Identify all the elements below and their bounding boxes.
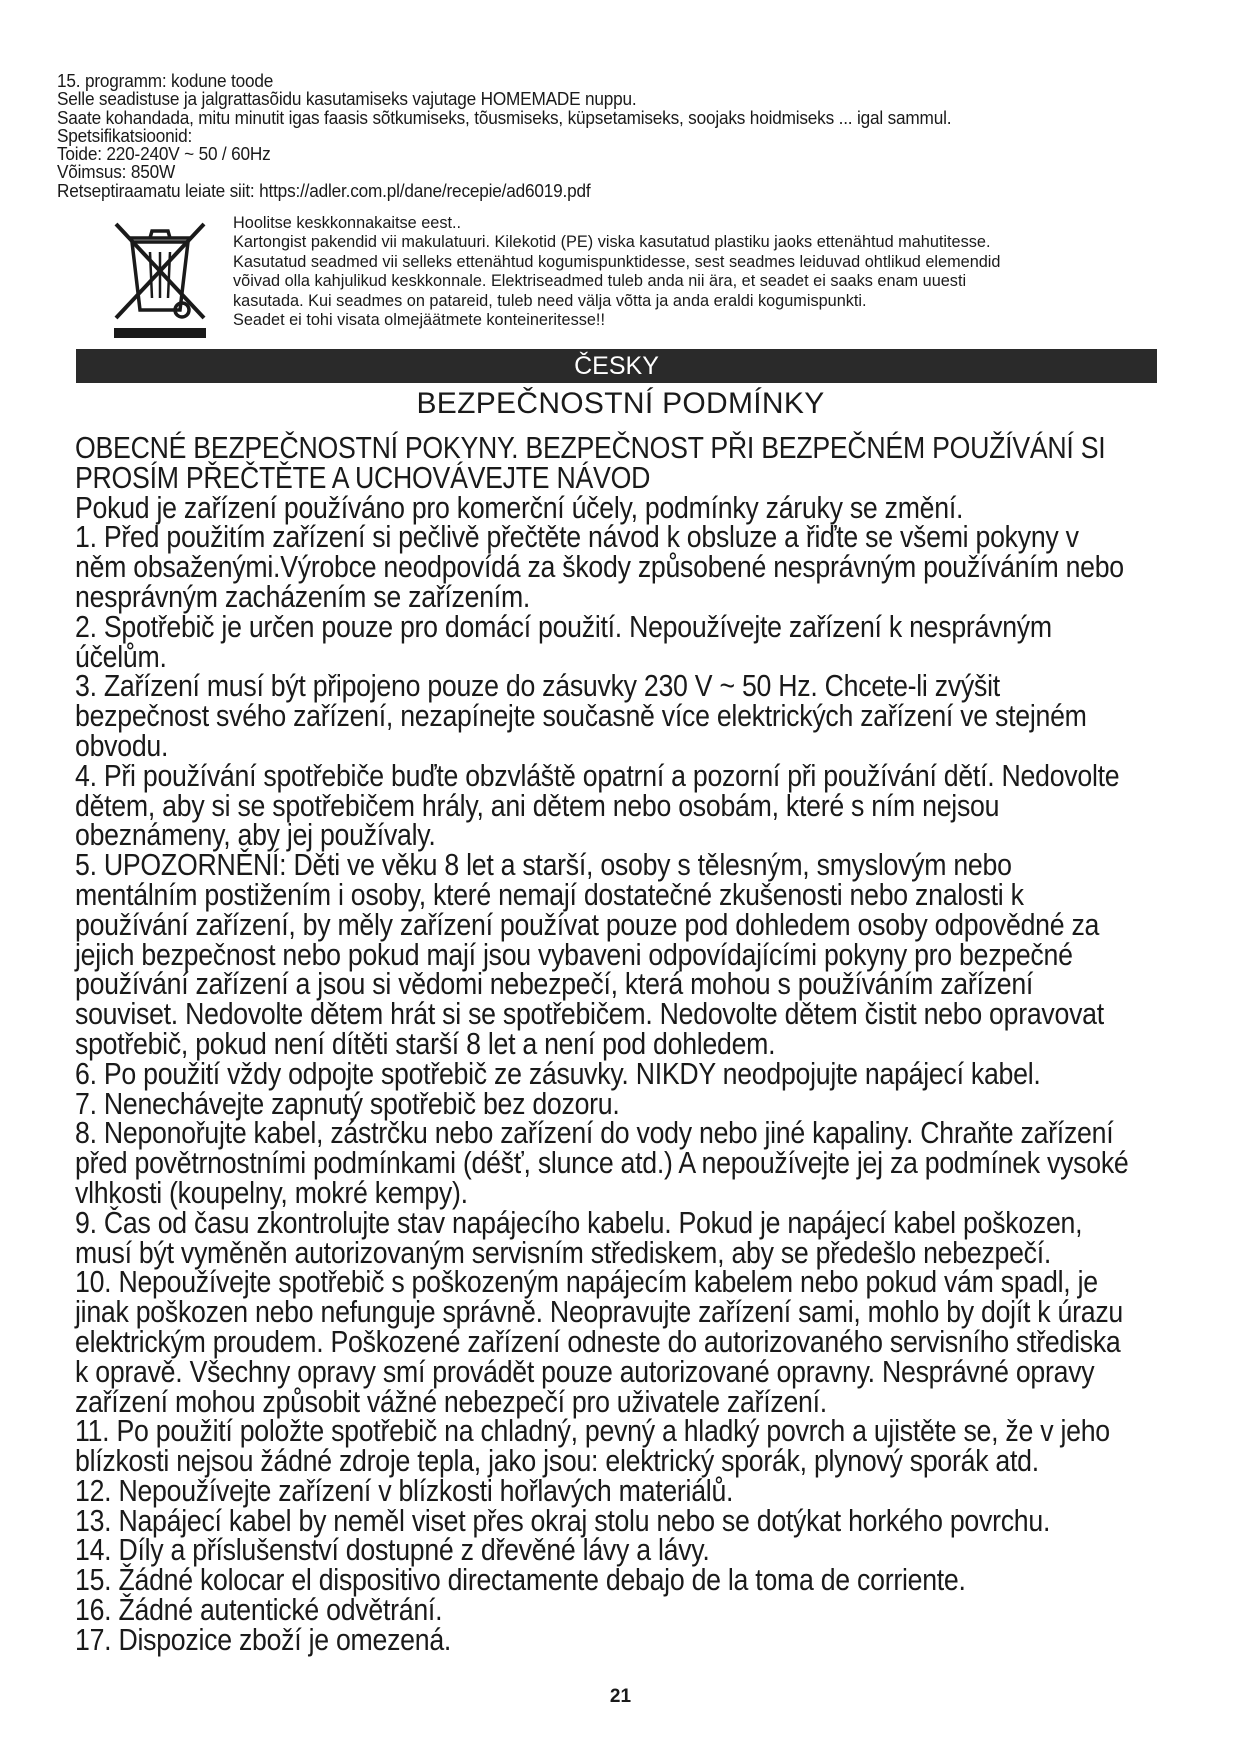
instruction-line: 7. Nenechávejte zapnutý spotřebič bez dozoru. xyxy=(75,1086,620,1121)
estonian-recipe-link: Retseptiraamatu leiate siit: https://adler.com.pl/dane/recepie/ad6019.pdf xyxy=(57,179,591,201)
instruction-line: používání zařízení a jsou si vědomi nebezpečí, která mohou s používáním zařízení xyxy=(75,967,1034,1002)
section-heading: PROSÍM PŘEČTĚTE A UCHOVÁVEJTE NÁVOD xyxy=(75,460,651,495)
instruction-line: mentálním postižením i osoby, které nemají dostatečné zkušenosti nebo znalosti k xyxy=(75,877,1024,912)
instruction-line: spotřebič, pokud není dítěti starší 8 let a není pod dohledem. xyxy=(75,1026,776,1061)
estonian-program-section xyxy=(57,72,1099,200)
instruction-line: souviset. Nedovolte dětem hrát si se spotřebičem. Nedovolte dětem čistit nebo opravovat xyxy=(75,997,1104,1032)
instruction-line: 1. Před použitím zařízení si pečlivě přečtěte návod k obsluze a řiďte se všemi pokyny v xyxy=(75,520,1079,555)
instruction-line: 11. Po použití položte spotřebič na chladný, pevný a hladký povrch a ujistěte se, že v jeho xyxy=(75,1414,1110,1449)
section-heading: OBECNÉ BEZPEČNOSTNÍ POKYNY. BEZPEČNOST PŘI BEZPEČNÉM POUŽÍVÁNÍ SI xyxy=(75,431,1106,465)
instruction-line: 4. Při používání spotřebiče buďte obzvláště opatrní a pozorní při používání dětí. Nedovolte xyxy=(75,758,1120,793)
instruction-line: Pokud je zařízení používáno pro komerční účely, podmínky záruky se změní. xyxy=(75,490,964,525)
estonian-line: Selle seadistuse ja jalgrattasõidu kasutamiseks vajutage HOMEMADE nuppu. xyxy=(57,88,637,110)
estonian-line: Võimsus: 850W xyxy=(57,161,176,183)
instruction-line: jejich bezpečnost nebo pokud mají jsou vybaveni odpovídajícími pokyny pro bezpečné xyxy=(75,937,1073,972)
instruction-line: obvodu. xyxy=(75,728,169,763)
estonian-line: Saate kohandada, mitu minutit igas faasis sõtkumiseks, tõusmiseks, küpsetamiseks, soojaks hoidmiseks ... igal sammul. xyxy=(57,106,952,128)
instruction-line: 12. Nepoužívejte zařízení v blízkosti hořlavých materiálů. xyxy=(75,1473,734,1508)
recycling-line: Kartongist pakendid vii makulatuuri. Kilekotid (PE) viska kasutatud plastiku jaoks ettenähtud mahutitesse. xyxy=(233,233,991,252)
page-title: BEZPEČNOSTNÍ PODMÍNKY xyxy=(416,387,825,420)
instruction-line: blízkosti nejsou žádné zdroje tepla, jako jsou: elektrický sporák, plynový sporák atd. xyxy=(75,1444,1039,1479)
page-number: 21 xyxy=(609,1686,632,1707)
instruction-line: vlhkosti (koupelny, mokré kempy). xyxy=(75,1175,468,1210)
language-header-bar: ČESKY xyxy=(76,349,1157,383)
instruction-line: dětem, aby si se spotřebičem hrály, ani dětem nebo osobám, které s ním nejsou xyxy=(75,788,1000,823)
instruction-line: 13. Napájecí kabel by neměl viset přes okraj stolu nebo se dotýkat horkého povrchu. xyxy=(75,1503,1051,1538)
instruction-line: používání zařízení, by měly zařízení používat pouze pod dohledem osoby odpovědné za xyxy=(75,907,1100,942)
instruction-line: nesprávným zacházením se zařízením. xyxy=(75,579,531,614)
instruction-line: zařízení mohou způsobit vážné nebezpečí pro uživatele zařízení. xyxy=(75,1384,827,1419)
recycling-line: kasutada. Kui seadmes on patareid, tuleb need välja võtta ja anda eraldi kogumispunkti. xyxy=(233,291,867,310)
estonian-line: 15. programm: kodune toode xyxy=(57,70,274,91)
instruction-line: 2. Spotřebič je určen pouze pro domácí použití. Nepoužívejte zařízení k nesprávným xyxy=(75,609,1052,644)
instruction-line: 17. Dispozice zboží je omezená. xyxy=(75,1622,452,1657)
instruction-line: musí být vyměněn autorizovaným servisním střediskem, aby se předešlo nebezpečí. xyxy=(75,1235,1052,1270)
instruction-line: bezpečnost svého zařízení, nezapínejte současně více elektrických zařízení ve stejném xyxy=(75,699,1087,734)
instruction-line: 3. Zařízení musí být připojeno pouze do zásuvky 230 V ~ 50 Hz. Chcete-li zvýšit xyxy=(75,669,1000,704)
instruction-line: k opravě. Všechny opravy smí provádět pouze autorizované opravny. Nesprávné opravy xyxy=(75,1354,1095,1389)
instruction-line: 15. Žádné kolocar el dispositivo directamente debajo de la toma de corriente. xyxy=(75,1563,966,1598)
instruction-line: elektrickým proudem. Poškozené zařízení odneste do autorizovaného servisního střediska xyxy=(75,1324,1121,1359)
instruction-line: před povětrnostními podmínkami (déšť, slunce atd.) A nepoužívejte jej za podmínek vysoké xyxy=(75,1146,1129,1181)
instruction-line: 14. Díly a příslušenství dostupné z dřevěné lávy a lávy. xyxy=(75,1533,710,1568)
recycling-notice xyxy=(233,214,1183,330)
recycling-line: Hoolitse keskkonnakaitse eest.. xyxy=(233,214,462,232)
czech-safety-instructions xyxy=(75,431,1143,1657)
recycling-line: võivad olla kahjulikud keskkonnale. Elektriseadmed tuleb anda nii ära, et seadet ei saaks enam uuesti xyxy=(233,272,967,291)
instruction-line: obeznámeny, aby jej používaly. xyxy=(75,818,436,853)
instruction-line: 5. UPOZORNĚNÍ: Děti ve věku 8 let a starší, osoby s tělesným, smyslovým nebo xyxy=(75,848,1012,883)
instruction-line: 10. Nepoužívejte spotřebič s poškozeným napájecím kabelem nebo pokud vám spadl, je xyxy=(75,1265,1098,1300)
instruction-line: 8. Neponořujte kabel, zástrčku nebo zařízení do vody nebo jiné kapaliny. Chraňte zařízení xyxy=(75,1116,1114,1151)
instruction-line: 16. Žádné autentické odvětrání. xyxy=(75,1593,443,1628)
recycling-line: Kasutatud seadmed vii selleks ettenähtud kogumispunktidesse, sest seadmes leiduvad ohtlikud elemendid xyxy=(233,252,1001,271)
instruction-line: 9. Čas od času zkontrolujte stav napájecího kabelu. Pokud je napájecí kabel poškozen, xyxy=(75,1205,1083,1240)
estonian-line: Spetsifikatsioonid: xyxy=(57,124,193,146)
instruction-line: 6. Po použití vždy odpojte spotřebič ze zásuvky. NIKDY neodpojujte napájecí kabel. xyxy=(75,1056,1041,1091)
recycling-line: Seadet ei tohi visata olmejäätmete konteineritesse!! xyxy=(233,311,605,330)
crossed-out-wheelie-bin-icon xyxy=(110,218,210,340)
instruction-line: jinak poškozen nebo nefunguje správně. Neopravujte zařízení sami, mohlo by dojít k úrazu xyxy=(75,1295,1123,1330)
instruction-line: něm obsaženými.Výrobce neodpovídá za škody způsobené nesprávným používáním nebo xyxy=(75,550,1124,585)
instruction-line: účelům. xyxy=(75,639,167,674)
estonian-line: Toide: 220-240V ~ 50 / 60Hz xyxy=(57,143,271,165)
